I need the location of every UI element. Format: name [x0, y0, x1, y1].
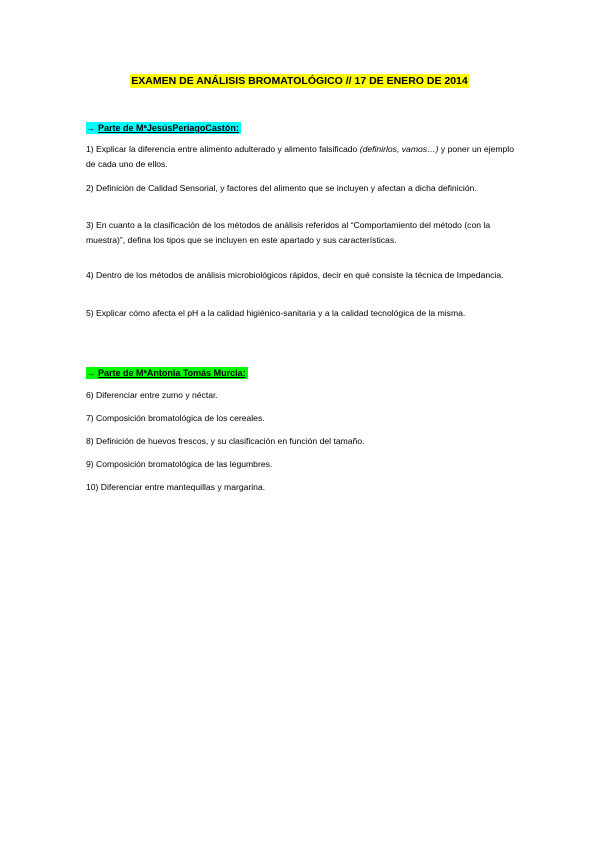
section-heading-periago [86, 122, 241, 134]
title-container [0, 71, 599, 89]
question-5 [86, 306, 518, 321]
section-heading-tomas [86, 367, 248, 379]
question-3-text: 3) En cuanto a la clasificación de los métodos de análisis referidos al “Comportamiento del método (con la muestra)” [86, 220, 491, 246]
arrow-right-icon: → [86, 368, 95, 378]
section-heading-text: Parte de MªAntonia Tomás Murcia: [98, 368, 246, 378]
question-9-text: 9) Composición bromatológica de las legumbres. [86, 459, 273, 469]
question-2-text: 2) Definición de Calidad Sensorial, y factores del alimento que se incluyen y afectan a dicha definición. [86, 183, 477, 193]
question-3 [86, 218, 518, 248]
question-3-text-end: , defina los tipos que se incluyen en este apartado y sus características. [122, 235, 397, 246]
question-8-text: 8) Definición de huevos frescos, y su clasificación en función del tamaño. [86, 436, 365, 446]
question-10 [86, 480, 518, 495]
question-5-text: 5) Explicar cómo afecta el pH a la calidad higiénico-sanitaria y a la calidad tecnológica de la misma. [86, 308, 466, 318]
section-heading-text: Parte de MªJesúsPeriagoCastón: [98, 123, 239, 133]
question-6 [86, 388, 518, 403]
question-7-text: 7) Composición bromatológica de los cereales. [86, 413, 265, 423]
question-10-text: 10) Diferenciar entre mantequillas y margarina. [86, 482, 266, 492]
arrow-right-icon: → [86, 123, 95, 133]
question-7 [86, 411, 518, 426]
question-4-text: 4) Dentro de los métodos de análisis microbiológicos rápidos, decir en qué consiste la técnica de Impedancia. [86, 270, 504, 280]
question-1-italic: (definirlos, vamos…) [359, 144, 439, 154]
question-6-text: 6) Diferenciar entre zumo y néctar. [86, 390, 218, 400]
question-1-text-end: y poner un ejemplo de cada uno de ellos. [86, 144, 514, 170]
question-1 [86, 142, 518, 172]
question-2 [86, 181, 518, 196]
question-4 [86, 268, 518, 283]
question-1-text: 1) Explicar la diferencia entre alimento adulterado y alimento falsificado [86, 144, 360, 154]
question-8 [86, 434, 518, 449]
question-9 [86, 457, 518, 472]
exam-title: EXAMEN DE ANÁLISIS BROMATOLÓGICO // 17 DE ENERO DE 2014 [131, 75, 468, 87]
